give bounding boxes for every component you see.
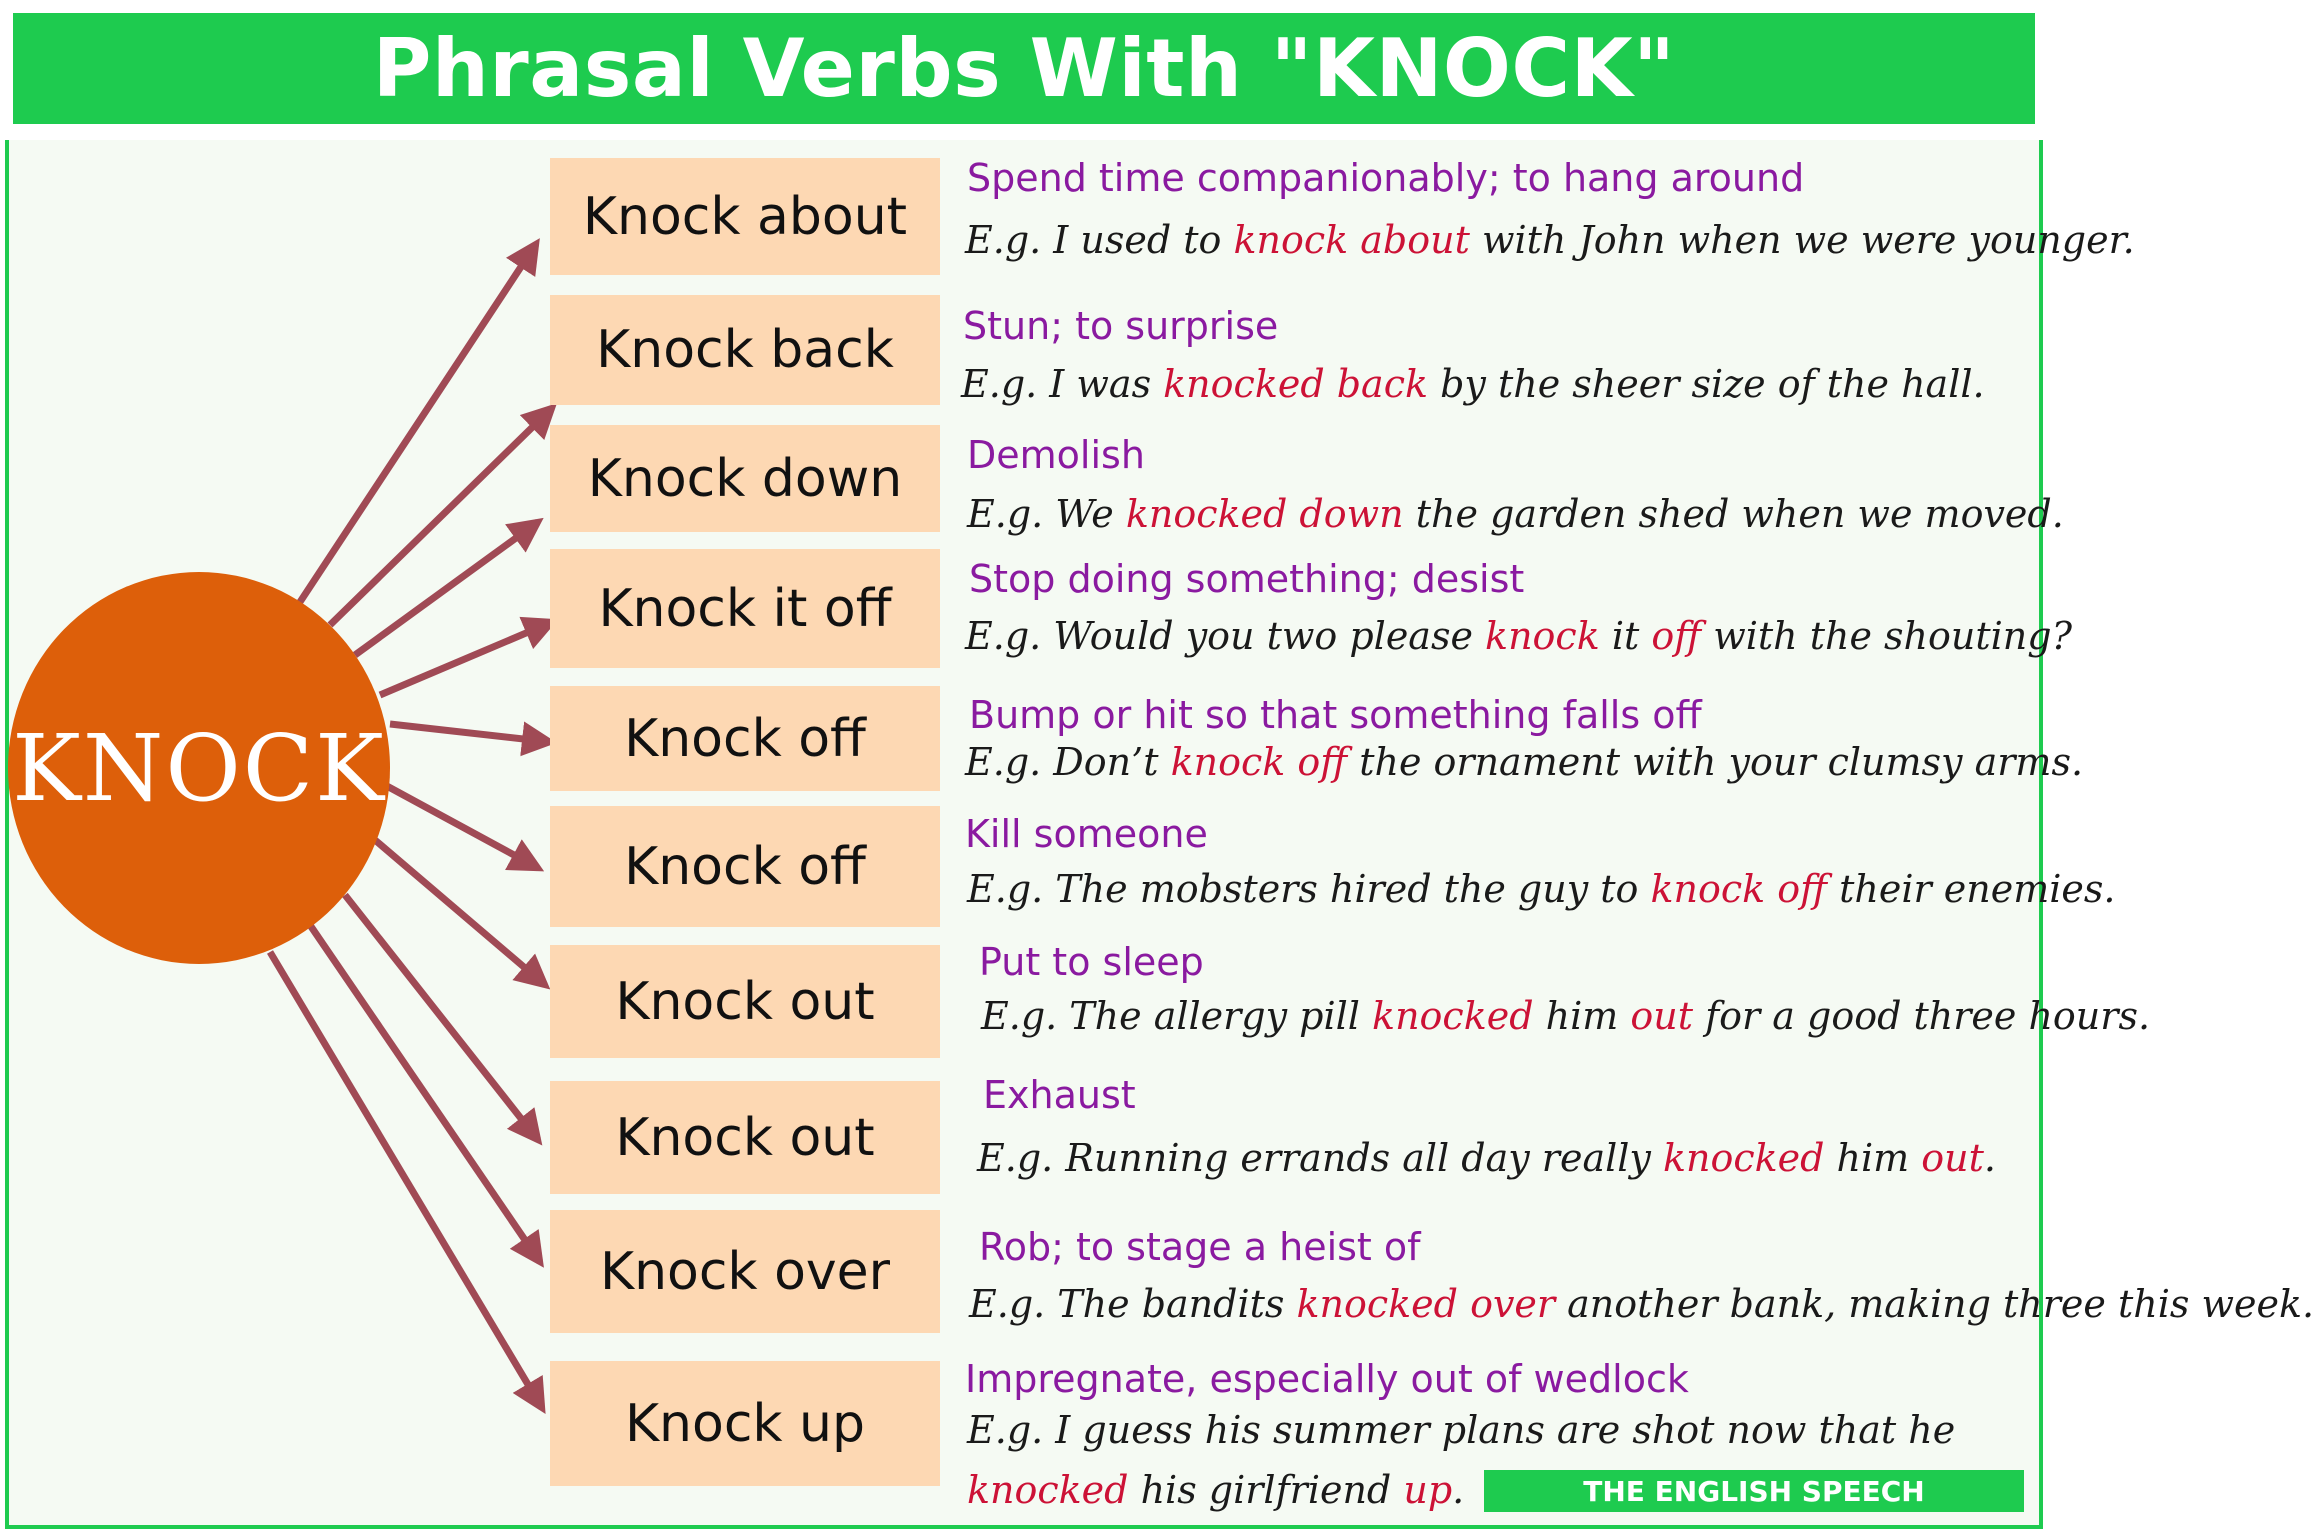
verb-box: Knock off: [550, 806, 940, 927]
definition-text: Exhaust: [983, 1073, 1136, 1117]
definition-text: Kill someone: [965, 812, 1208, 856]
example-sentence: E.g. I guess his summer plans are shot now that he knocked his girlfriend up.: [967, 1408, 1956, 1512]
hub-label: KNOCK: [12, 714, 386, 822]
highlighted-phrase: knocked over: [1296, 1282, 1556, 1326]
verb-box: Knock it off: [550, 549, 940, 668]
definition-text: Bump or hit so that something falls off: [969, 693, 1702, 737]
highlighted-phrase: off: [1651, 614, 1702, 658]
example-sentence: E.g. I used to knock about with John when we were younger.: [965, 218, 2135, 262]
highlighted-phrase: knocked: [967, 1468, 1129, 1512]
definition-text: Spend time companionably; to hang around: [967, 156, 1805, 200]
verb-box: Knock back: [550, 295, 940, 405]
highlighted-phrase: knock off: [1170, 740, 1348, 784]
highlighted-phrase: knock off: [1650, 867, 1828, 911]
title-banner: [13, 13, 2035, 124]
example-sentence: E.g. Would you two please knock it off with the shouting?: [965, 614, 2072, 658]
definition-text: Stun; to surprise: [963, 304, 1279, 348]
highlighted-phrase: out: [1630, 994, 1693, 1038]
example-sentence: E.g. We knocked down the garden shed when we moved.: [967, 492, 2064, 536]
definition-text: Rob; to stage a heist of: [979, 1225, 1421, 1269]
highlighted-phrase: knocked down: [1125, 492, 1404, 536]
definition-text: Impregnate, especially out of wedlock: [965, 1357, 1689, 1401]
highlighted-phrase: knocked: [1372, 994, 1534, 1038]
example-sentence: E.g. Don’t knock off the ornament with your clumsy arms.: [965, 740, 2084, 784]
verb-box: Knock out: [550, 945, 940, 1058]
brand-badge: [1484, 1470, 2024, 1512]
verb-box: Knock off: [550, 686, 940, 791]
verb-box: Knock over: [550, 1210, 940, 1333]
verb-box: Knock up: [550, 1361, 940, 1486]
verb-box: Knock down: [550, 425, 940, 532]
highlighted-phrase: out: [1921, 1136, 1984, 1180]
example-sentence: E.g. The mobsters hired the guy to knock off their enemies.: [967, 867, 2116, 911]
definition-text: Stop doing something; desist: [969, 557, 1525, 601]
highlighted-phrase: knock about: [1233, 218, 1470, 262]
highlighted-phrase: knock: [1485, 614, 1600, 658]
definition-text: Put to sleep: [979, 940, 1204, 984]
knock-hub-circle: [8, 572, 390, 964]
example-sentence: E.g. The allergy pill knocked him out for a good three hours.: [981, 994, 2151, 1038]
example-sentence: E.g. I was knocked back by the sheer size of the hall.: [961, 362, 1985, 406]
page-title: Phrasal Verbs With "KNOCK": [372, 22, 1676, 115]
example-sentence: E.g. The bandits knocked over another bank, making three this week.: [969, 1282, 2314, 1326]
highlighted-phrase: knocked: [1662, 1136, 1825, 1180]
verb-box: Knock out: [550, 1081, 940, 1194]
verb-box: Knock about: [550, 158, 940, 275]
brand-label: THE ENGLISH SPEECH: [1583, 1474, 1925, 1508]
example-sentence: E.g. Running errands all day really knocked him out.: [977, 1136, 1996, 1180]
highlighted-phrase: knocked back: [1163, 362, 1429, 406]
definition-text: Demolish: [967, 433, 1145, 477]
highlighted-phrase: up: [1403, 1468, 1453, 1512]
